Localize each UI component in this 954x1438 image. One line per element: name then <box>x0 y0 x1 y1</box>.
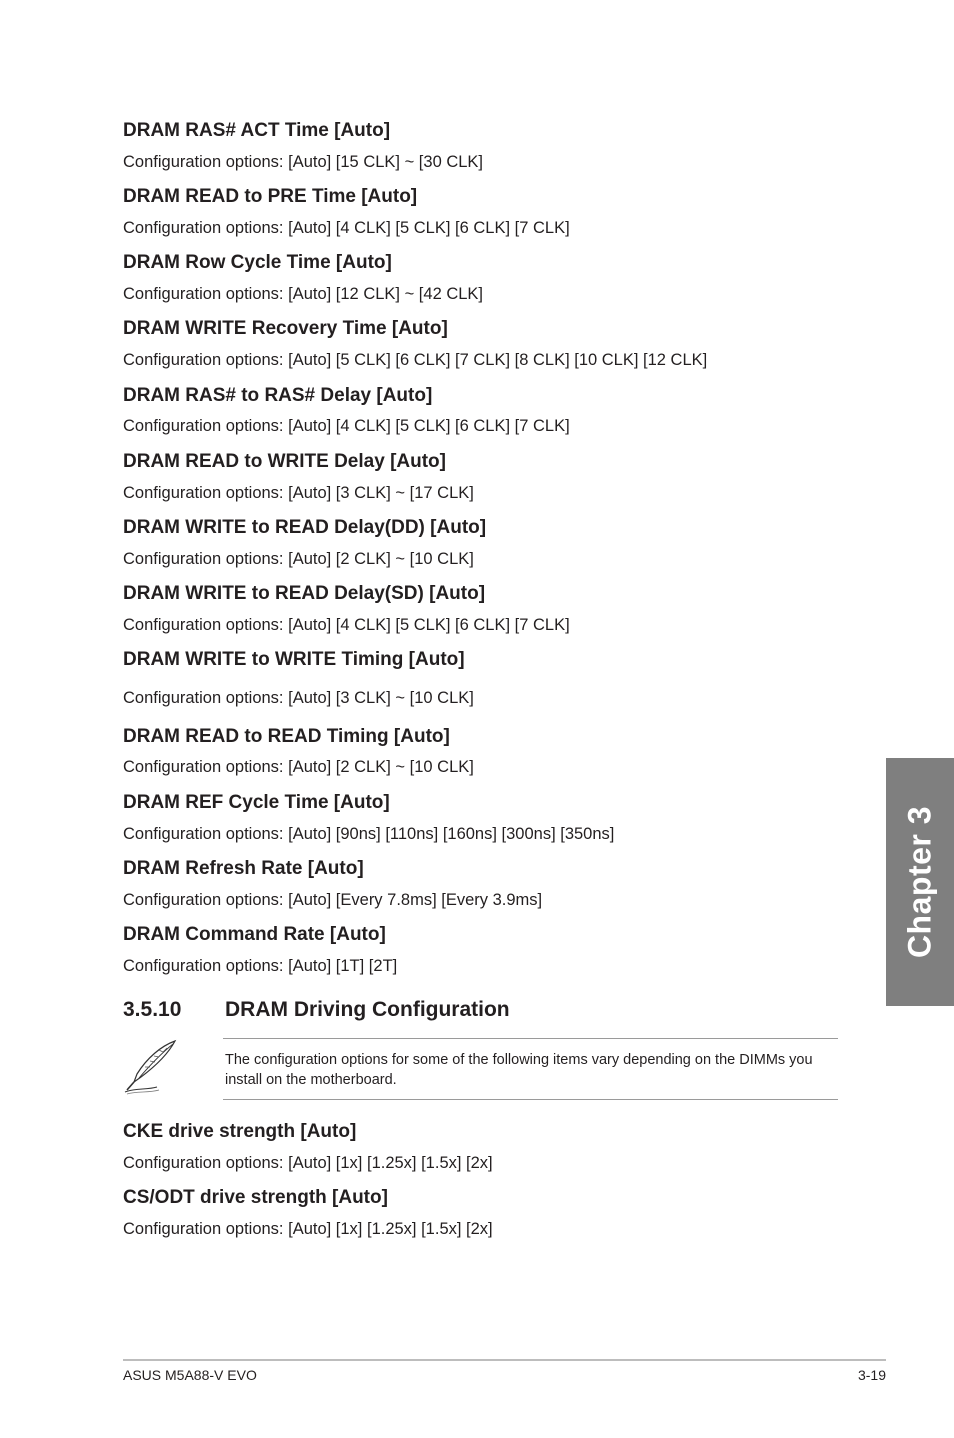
item-title: DRAM WRITE to WRITE Timing [Auto] <box>123 649 465 670</box>
item-options: Configuration options: [Auto] [2 CLK] ~ [10 CLK] <box>123 758 474 776</box>
section-number: 3.5.10 <box>123 998 182 1021</box>
item-options: Configuration options: [Auto] [12 CLK] ~ [42 CLK] <box>123 285 484 303</box>
item-title: CS/ODT drive strength [Auto] <box>123 1187 388 1208</box>
item-title: DRAM WRITE to READ Delay(DD) [Auto] <box>123 517 487 538</box>
chapter-tab <box>886 758 954 1006</box>
item-title: DRAM Row Cycle Time [Auto] <box>123 252 392 273</box>
footer-page-number: 3-19 <box>857 1367 886 1383</box>
item-title: DRAM REF Cycle Time [Auto] <box>123 792 390 813</box>
note-text: The configuration options for some of the following items vary depending on the DIMMs you install on the motherboard. <box>225 1052 813 1088</box>
item-title: DRAM READ to READ Timing [Auto] <box>123 726 450 747</box>
item-options: Configuration options: [Auto] [4 CLK] [5 CLK] [6 CLK] [7 CLK] <box>123 616 570 634</box>
item-title: CKE drive strength [Auto] <box>123 1121 357 1142</box>
section-title: DRAM Driving Configuration <box>225 998 510 1021</box>
footer-product-name: ASUS M5A88-V EVO <box>123 1367 257 1383</box>
item-title: DRAM RAS# ACT Time [Auto] <box>123 120 391 141</box>
item-options: Configuration options: [Auto] [4 CLK] [5 CLK] [6 CLK] [7 CLK] <box>123 417 570 435</box>
note-box <box>223 1038 838 1100</box>
item-options: Configuration options: [Auto] [3 CLK] ~ [10 CLK] <box>123 689 474 707</box>
item-title: DRAM WRITE to READ Delay(SD) [Auto] <box>123 583 486 604</box>
quill-pen-icon <box>123 1038 181 1096</box>
item-options: Configuration options: [Auto] [15 CLK] ~ [30 CLK] <box>123 153 484 171</box>
item-title: DRAM Command Rate [Auto] <box>123 924 386 945</box>
item-options: Configuration options: [Auto] [1T] [2T] <box>123 957 398 975</box>
footer-divider <box>123 1359 886 1361</box>
item-title: DRAM RAS# to RAS# Delay [Auto] <box>123 385 433 406</box>
item-title: DRAM READ to WRITE Delay [Auto] <box>123 451 446 472</box>
item-title: DRAM WRITE Recovery Time [Auto] <box>123 318 448 339</box>
item-options: Configuration options: [Auto] [1x] [1.25x] [1.5x] [2x] <box>123 1220 493 1238</box>
item-options: Configuration options: [Auto] [Every 7.8ms] [Every 3.9ms] <box>123 891 543 909</box>
item-title: DRAM READ to PRE Time [Auto] <box>123 186 418 207</box>
item-options: Configuration options: [Auto] [4 CLK] [5 CLK] [6 CLK] [7 CLK] <box>123 219 570 237</box>
item-options: Configuration options: [Auto] [3 CLK] ~ [17 CLK] <box>123 484 474 502</box>
item-options: Configuration options: [Auto] [1x] [1.25x] [1.5x] [2x] <box>123 1154 493 1172</box>
item-options: Configuration options: [Auto] [2 CLK] ~ [10 CLK] <box>123 550 474 568</box>
chapter-tab-label: Chapter 3 <box>901 805 938 959</box>
item-options: Configuration options: [Auto] [5 CLK] [6 CLK] [7 CLK] [8 CLK] [10 CLK] [12 CLK] <box>123 351 708 369</box>
item-title: DRAM Refresh Rate [Auto] <box>123 858 364 879</box>
item-options: Configuration options: [Auto] [90ns] [110ns] [160ns] [300ns] [350ns] <box>123 825 615 843</box>
